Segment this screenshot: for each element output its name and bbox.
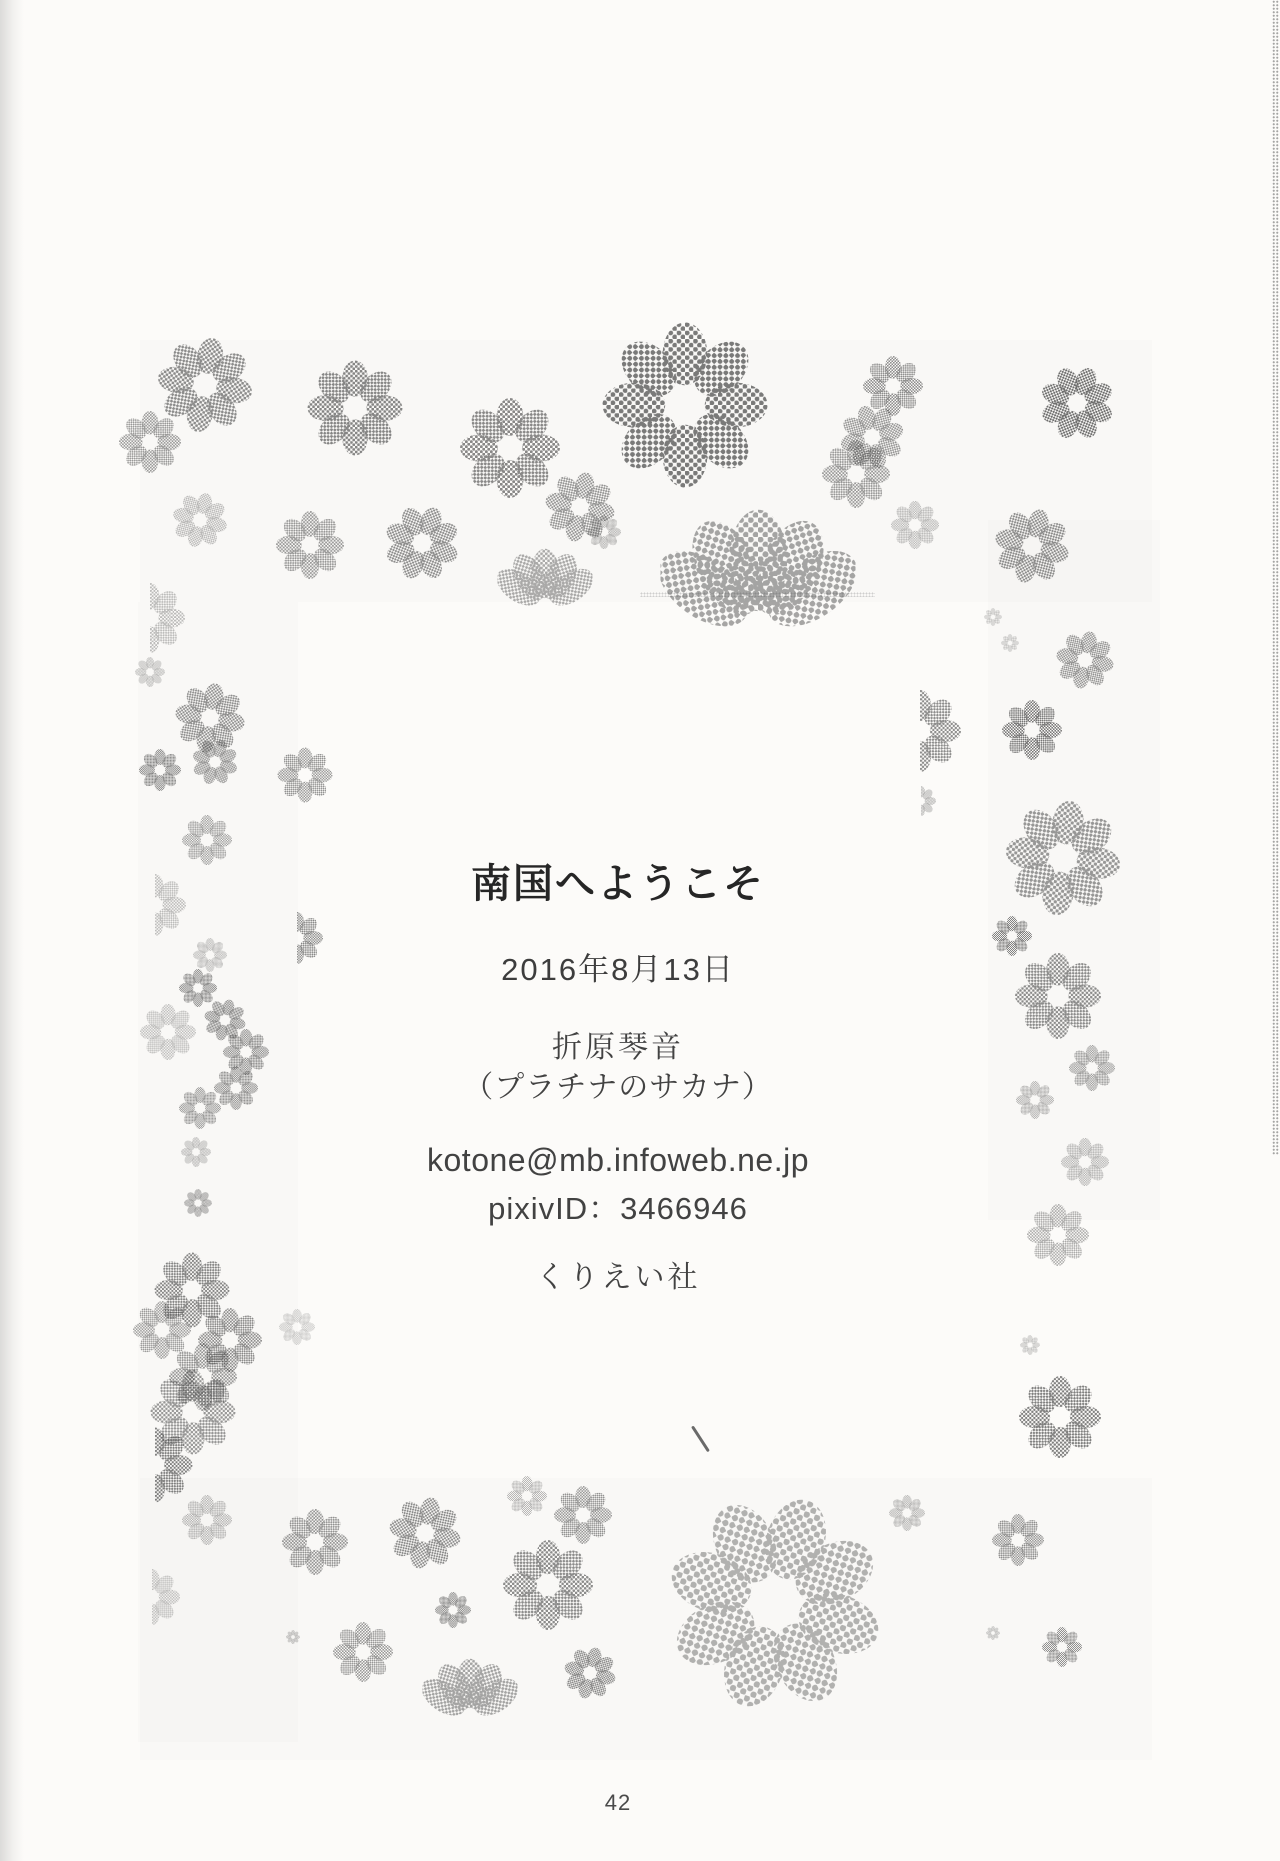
author-name: 折原琴音 xyxy=(552,1031,684,1064)
pixiv-id: pixivID：3466946 xyxy=(488,1191,748,1226)
email-address: kotone@mb.infoweb.ne.jp xyxy=(427,1142,809,1178)
printer-name: くりえい社 xyxy=(535,1261,701,1294)
circle-name: （プラチナのサカナ） xyxy=(463,1071,773,1104)
booklet-title: 南国へようこそ xyxy=(471,862,765,906)
page-number: 42 xyxy=(604,1790,632,1815)
publication-date: 2016年8月13日 xyxy=(501,952,735,987)
